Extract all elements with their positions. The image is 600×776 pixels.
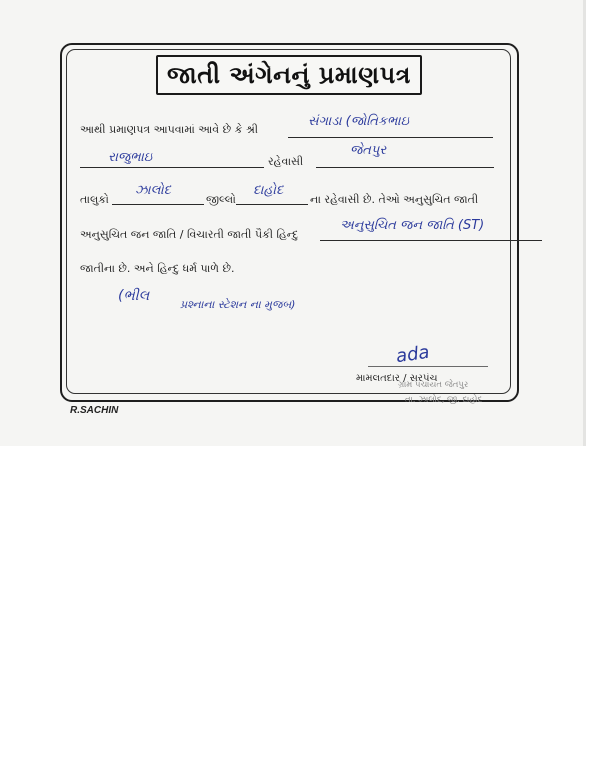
caste-handwritten: અનુસુચિત જન જાતિ (ST)	[340, 218, 485, 233]
stamp-line-1: ગ્રામ પંચાયત જેતપુર	[398, 380, 469, 390]
line3-suffix: ના રહેવાસી છે. તેઓ અનુસુચિત જાતી	[310, 193, 479, 206]
line1-prefix: આથી પ્રમાણપત્ર આપવામાં આવે છે કે શ્રી	[80, 123, 259, 136]
line4-prefix: અનુસુચિત જન જાતિ / વિચારતી જાતી પૈકી હિન્દુ	[80, 228, 299, 241]
district-label: જીલ્લો	[206, 193, 236, 206]
father-handwritten: રાજુભાઇ	[108, 150, 153, 165]
line5: જાતીના છે. અને હિન્દુ ધર્મ પાળે છે.	[80, 262, 235, 275]
certificate-title: જાતી અંગેનનું પ્રમાણપત્ર	[167, 61, 411, 89]
name-underline	[288, 137, 493, 138]
district-handwritten: દાહોદ	[253, 183, 284, 198]
stamp-line-2: તા. ઝાલોદ, જી. દાહોદ	[405, 395, 483, 405]
stamp-rule	[368, 366, 488, 367]
remark-handwritten-1: (ભીલ	[118, 288, 150, 304]
taluka-handwritten: ઝાલોદ	[135, 183, 171, 198]
village-underline	[316, 167, 494, 168]
name-handwritten: સંગાડા (જોતિકભાઇ	[308, 114, 409, 129]
taluka-label: તાલુકો	[80, 193, 109, 206]
taluka-underline	[112, 204, 204, 205]
title-box	[156, 55, 422, 95]
signature: ada	[394, 341, 431, 368]
signatory-label: મામલતદાર / સરપંચ	[356, 373, 438, 384]
caste-underline	[320, 240, 542, 241]
father-underline	[80, 167, 264, 168]
print-brand: R.SACHIN	[70, 405, 119, 416]
district-underline	[236, 204, 308, 205]
village-handwritten: જેતપુર	[350, 143, 387, 158]
residence-label: રહેવાસી	[268, 155, 304, 168]
remark-handwritten-2: પ્રશ્નાના સ્ટેશન ના મુજબ)	[180, 298, 296, 311]
scan-edge	[583, 0, 586, 446]
